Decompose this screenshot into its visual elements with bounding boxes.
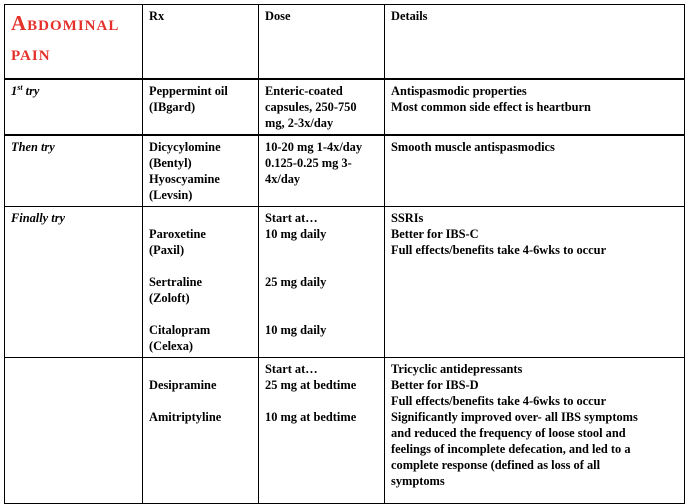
header-dose-cell [259, 5, 385, 79]
dose-cell [259, 357, 385, 503]
details-line: SSRIs [391, 210, 424, 225]
rx-name: Sertraline [149, 274, 202, 289]
dose-line: 25 mg at bedtime [265, 377, 357, 392]
rx-name: Dicycylomine [149, 139, 221, 154]
details-cell [385, 135, 685, 207]
table-row-first-try [5, 79, 685, 135]
details-line: Significantly improved over- all IBS symptoms [391, 409, 638, 424]
rx-cell [143, 135, 259, 207]
row-label: Then try [11, 139, 55, 154]
header-details-cell [385, 5, 685, 79]
rx-brand: (IBgard) [149, 99, 196, 114]
dose-cell [259, 135, 385, 207]
rx-brand: (Paxil) [149, 242, 185, 257]
dose-line: 10 mg daily [265, 322, 327, 337]
rx-brand: (Bentyl) [149, 155, 192, 170]
row-label-cell [5, 206, 143, 357]
rx-brand: (Zoloft) [149, 290, 190, 305]
drug-table [4, 4, 685, 504]
details-cell [385, 357, 685, 503]
rx-cell [143, 206, 259, 357]
details-line: Smooth muscle antispasmodics [391, 139, 555, 154]
table-row-tricyclics [5, 357, 685, 503]
details-line: and reduced the frequency of loose stool and [391, 425, 626, 440]
details-line: Antispasmodic properties [391, 83, 527, 98]
row-label-cell [5, 357, 143, 503]
dose-line: 10-20 mg 1-4x/day [265, 139, 363, 154]
row-label-cell [5, 79, 143, 135]
header-rx-cell [143, 5, 259, 79]
dose-line: Enteric-coated [265, 83, 343, 98]
table-row-finally-try [5, 206, 685, 357]
rx-name: Desipramine [149, 377, 217, 392]
rx-brand: (Levsin) [149, 187, 193, 202]
header-rx: Rx [149, 9, 165, 23]
header-dose: Dose [265, 9, 291, 23]
dose-line: 10 mg daily [265, 226, 327, 241]
details-line: complete response (defined as loss of all [391, 457, 601, 472]
rx-name: Citalopram [149, 322, 211, 337]
dose-line: 10 mg at bedtime [265, 409, 357, 424]
title-cell [5, 5, 143, 79]
dose-line: capsules, 250-750 [265, 99, 357, 114]
header-row [5, 5, 685, 79]
dose-line: 0.125-0.25 mg 3- [265, 155, 352, 170]
header-details: Details [391, 9, 428, 23]
row-label: Finally try [11, 210, 66, 225]
dose-line: Start at… [265, 210, 318, 225]
details-line: Better for IBS-C [391, 226, 479, 241]
dose-cell [259, 206, 385, 357]
rx-name: Hyoscyamine [149, 171, 220, 186]
rx-cell [143, 79, 259, 135]
rx-cell [143, 357, 259, 503]
details-line: symptoms [391, 473, 445, 488]
rx-name: Peppermint oil [149, 83, 228, 98]
details-line: Full effects/benefits take 4-6wks to occur [391, 242, 607, 257]
row-label: 1st try [11, 82, 40, 98]
details-line: Better for IBS-D [391, 377, 479, 392]
row-label-cell [5, 135, 143, 207]
details-cell [385, 206, 685, 357]
details-line: Tricyclic antidepressants [391, 361, 523, 376]
details-line: feelings of incomplete defecation, and led to a [391, 441, 631, 456]
dose-line: mg, 2-3x/day [265, 115, 334, 130]
table-row-then-try [5, 135, 685, 207]
dose-line: Start at… [265, 361, 318, 376]
details-line: Most common side effect is heartburn [391, 99, 591, 114]
rx-brand: (Celexa) [149, 338, 194, 353]
details-cell [385, 79, 685, 135]
dose-cell [259, 79, 385, 135]
rx-name: Amitriptyline [149, 409, 222, 424]
rx-name: Paroxetine [149, 226, 206, 241]
table-title: Abdominal pain [11, 11, 120, 65]
details-line: Full effects/benefits take 4-6wks to occur [391, 393, 607, 408]
dose-line: 4x/day [265, 171, 301, 186]
dose-line: 25 mg daily [265, 274, 327, 289]
